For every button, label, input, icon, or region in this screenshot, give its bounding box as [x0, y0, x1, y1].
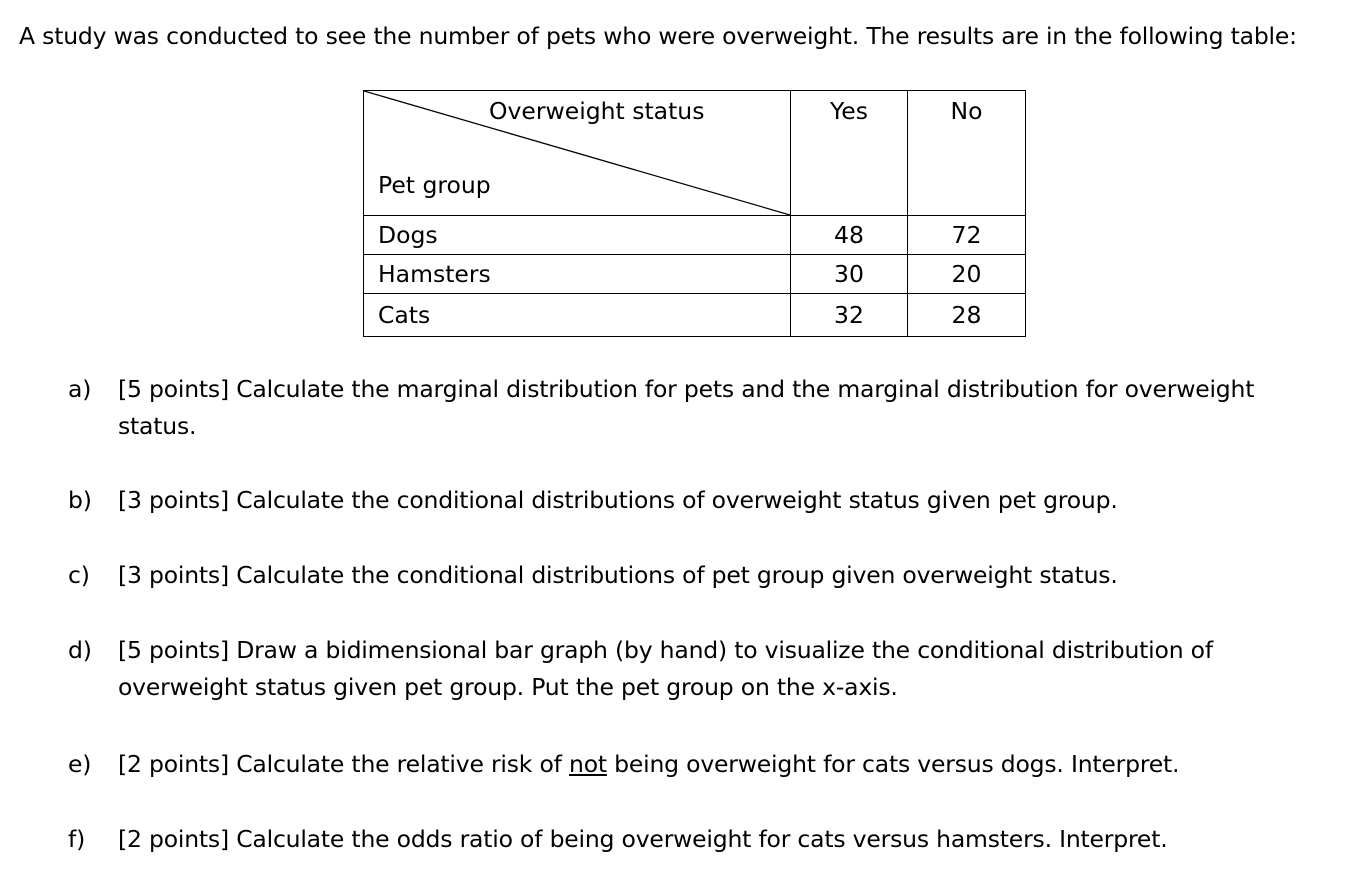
row-label: Hamsters [364, 255, 791, 294]
question-text [118, 746, 1338, 783]
table-header-row [364, 91, 1026, 216]
question-text-start: [2 points] Calculate the relative risk of [118, 750, 570, 778]
question-text: [3 points] Calculate the conditional distributions of pet group given overweight status. [118, 561, 1118, 589]
question-c [68, 557, 1338, 594]
cell-yes: 30 [791, 255, 908, 294]
cell-no: 72 [908, 216, 1026, 255]
question-letter: a) [68, 375, 92, 403]
cell-yes: 32 [791, 294, 908, 337]
intro-paragraph: A study was conducted to see the number of pets who were overweight. The results are in the following table: [19, 22, 1297, 50]
column-header-no: No [908, 91, 1026, 216]
pets-table [363, 90, 1026, 337]
table-row [364, 255, 1026, 294]
column-header-label: Overweight status [489, 97, 705, 125]
table-row [364, 216, 1026, 255]
question-text-end: being overweight for cats versus dogs. Interpret. [606, 750, 1180, 778]
cell-no: 28 [908, 294, 1026, 337]
cell-yes: 48 [791, 216, 908, 255]
question-b [68, 482, 1338, 519]
question-e [68, 746, 1338, 783]
question-d [68, 632, 1338, 706]
diagonal-header-cell [364, 91, 791, 216]
question-text: [2 points] Calculate the odds ratio of being overweight for cats versus hamsters. Interpret. [118, 825, 1168, 853]
question-letter: c) [68, 561, 90, 589]
row-label: Cats [364, 294, 791, 337]
question-letter: d) [68, 636, 92, 664]
question-text: [5 points] Calculate the marginal distribution for pets and the marginal distribution for overweight status. [118, 375, 1255, 440]
column-header-yes: Yes [791, 91, 908, 216]
question-a [68, 371, 1338, 445]
underlined-word: not [569, 750, 607, 778]
question-text: [3 points] Calculate the conditional distributions of overweight status given pet group. [118, 486, 1118, 514]
question-text: [5 points] Draw a bidimensional bar graph (by hand) to visualize the conditional distribution of overweight status given pet group. Put the pet group on the x-axis. [118, 636, 1213, 701]
row-label: Dogs [364, 216, 791, 255]
table-row [364, 294, 1026, 337]
question-letter: b) [68, 486, 92, 514]
question-letter: f) [68, 825, 86, 853]
question-letter: e) [68, 750, 92, 778]
question-f [68, 821, 1338, 858]
row-header-label: Pet group [378, 171, 491, 199]
cell-no: 20 [908, 255, 1026, 294]
